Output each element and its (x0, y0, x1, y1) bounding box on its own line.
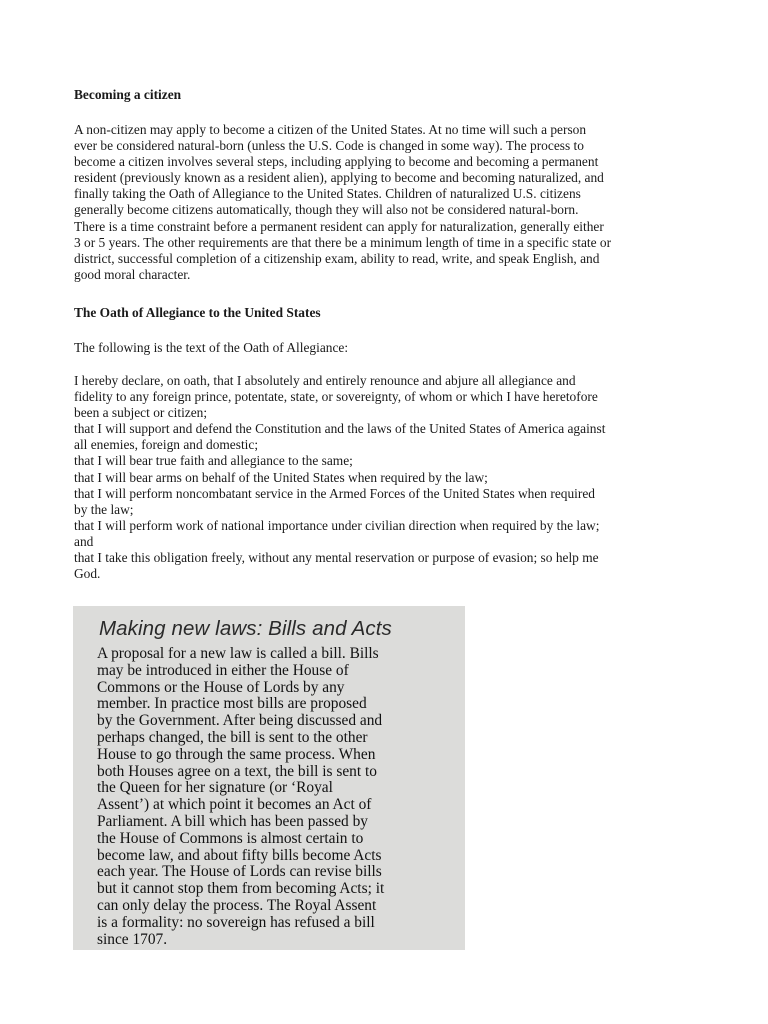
scanned-line: member. In practice most bills are proposed (97, 695, 367, 713)
oath-line: been a subject or citizen; (74, 405, 208, 421)
paragraph-line: good moral character. (74, 266, 191, 282)
oath-line: that I will bear arms on behalf of the United States when required by the law; (74, 469, 488, 485)
scanned-line: the House of Commons is almost certain to (97, 829, 364, 847)
paragraph-line: There is a time constraint before a permanent resident can apply for naturalization, generally either (74, 218, 604, 234)
oath-line: by the law; (74, 501, 134, 517)
paragraph-line: generally become citizens automatically, though they will also not be considered natural-born. (74, 202, 579, 218)
scanned-line: perhaps changed, the bill is sent to the other (97, 728, 368, 746)
paragraph-line: become a citizen involves several steps, including applying to become and becoming a permanent (74, 154, 599, 170)
paragraph-line: resident (previously known as a resident alien), applying to become and becoming naturalized, and (74, 170, 604, 186)
paragraph-line: finally taking the Oath of Allegiance to the United States. Children of naturalized U.S. citizens (74, 186, 581, 202)
paragraph-line: A non-citizen may apply to become a citizen of the United States. At no time will such a person (74, 122, 587, 137)
oath-line: and (74, 533, 94, 549)
scanned-text-image (73, 606, 465, 950)
oath-line: God. (74, 566, 101, 582)
oath-line: all enemies, foreign and domestic; (74, 437, 259, 453)
oath-line: I hereby declare, on oath, that I absolutely and entirely renounce and abjure all allegiance and (74, 373, 576, 388)
scanned-line: A proposal for a new law is called a bill. Bills (97, 645, 379, 662)
oath-line: fidelity to any foreign prince, potentate, state, or sovereignty, of whom or which I have heretofore (74, 389, 598, 405)
citizen-paragraph (74, 122, 714, 283)
scanned-line: may be introduced in either the House of (97, 661, 349, 679)
paragraph-line: district, successful completion of a citizenship exam, ability to read, write, and speak English, and (74, 250, 600, 266)
oath-line: that I will perform work of national importance under civilian direction when required by the law; (74, 517, 600, 533)
oath-line: that I will bear true faith and allegiance to the same; (74, 453, 353, 469)
scanned-line: can only delay the process. The Royal Assent (97, 896, 377, 914)
section-heading-citizen: Becoming a citizen (74, 87, 182, 102)
scanned-line: become law, and about fifty bills become Acts (97, 846, 382, 864)
oath-line: that I take this obligation freely, without any mental reservation or purpose of evasion; so help me (74, 550, 599, 566)
scanned-line: is a formality: no sovereign has refused a bill (97, 913, 375, 931)
oath-text (74, 373, 714, 582)
scanned-line: Assent’) at which point it becomes an Act of (97, 796, 372, 814)
scanned-line: by the Government. After being discussed and (97, 712, 383, 730)
oath-line: that I will support and defend the Constitution and the laws of the United States of America against (74, 421, 606, 437)
scanned-line: both Houses agree on a text, the bill is sent to (97, 762, 377, 780)
scanned-line: House to go through the same process. When (97, 745, 376, 763)
oath-line: that I will perform noncombatant service in the Armed Forces of the United States when required (74, 485, 595, 501)
scanned-line: the Queen for her signature (or ‘Royal (97, 779, 333, 797)
scanned-box-body (97, 646, 457, 948)
oath-intro (74, 340, 714, 356)
scanned-box-title: Making new laws: Bills and Acts (99, 617, 392, 640)
scanned-line: each year. The House of Lords can revise bills (97, 863, 382, 881)
paragraph-line: 3 or 5 years. The other requirements are that there be a minimum length of time in a specific state or (74, 234, 612, 250)
scanned-line: but it cannot stop them from becoming Acts; it (97, 880, 385, 898)
scanned-line: Parliament. A bill which has been passed by (97, 812, 368, 830)
scanned-line: Commons or the House of Lords by any (97, 678, 345, 696)
scanned-line: since 1707. (97, 930, 168, 948)
paragraph-line: ever be considered natural-born (unless the U.S. Code is changed in some way). The process to (74, 138, 584, 154)
section-heading-oath: The Oath of Allegiance to the United States (74, 305, 321, 320)
intro-line: The following is the text of the Oath of Allegiance: (74, 340, 349, 355)
